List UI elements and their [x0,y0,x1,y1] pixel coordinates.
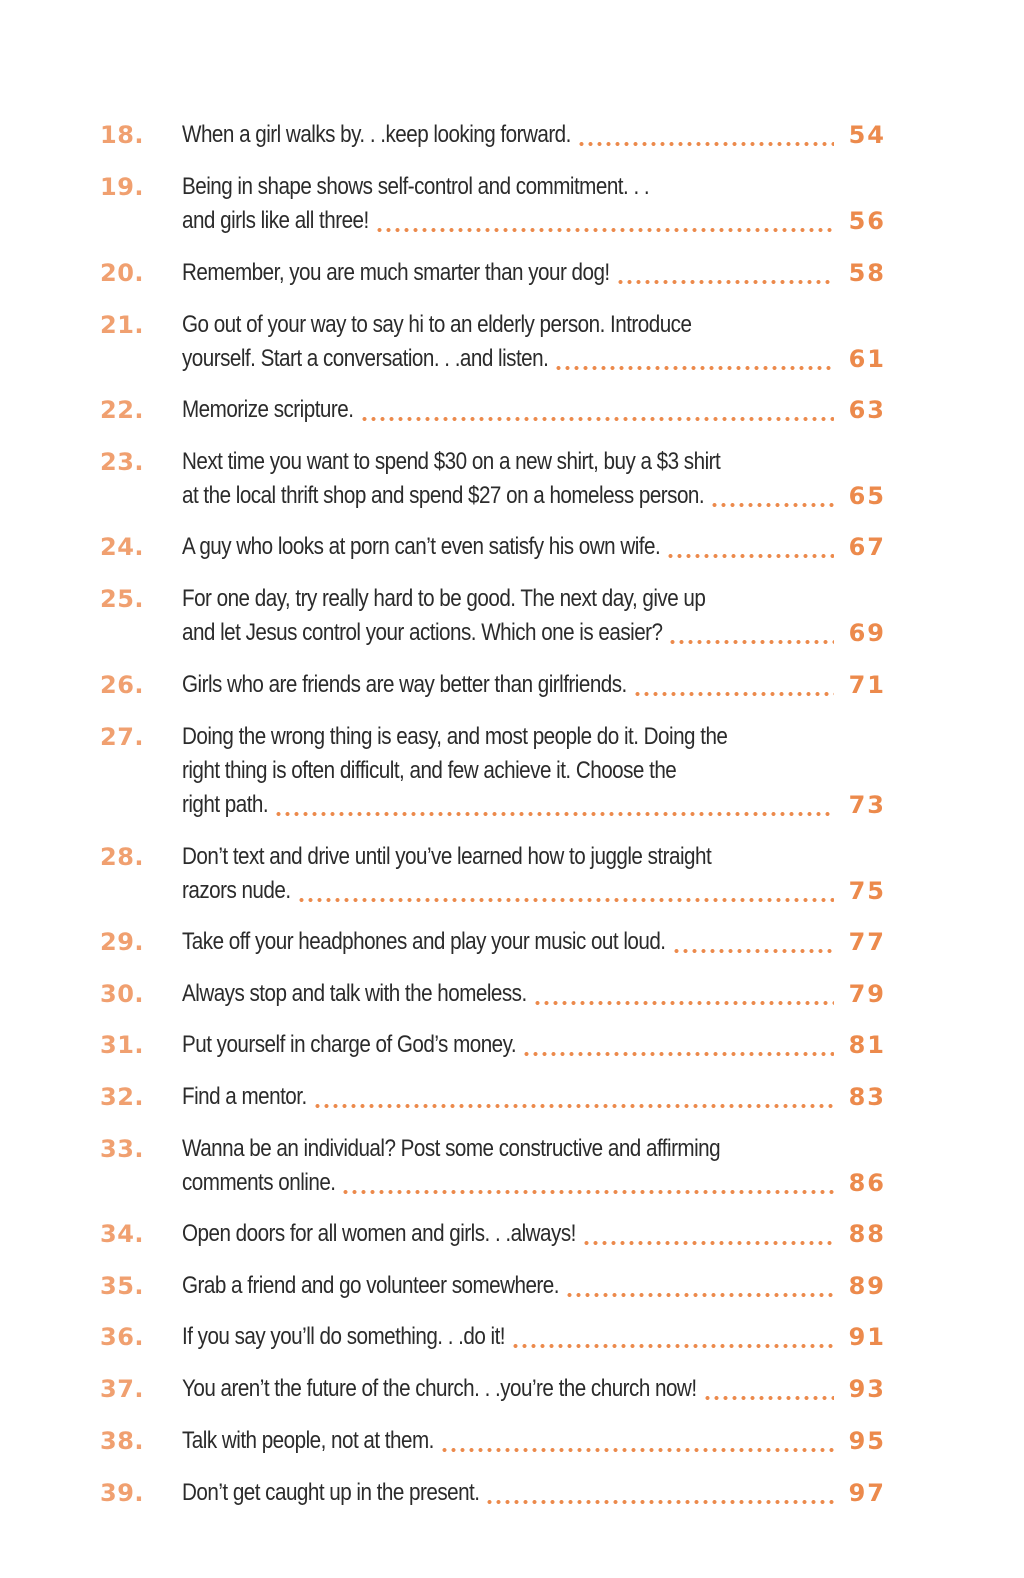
entry-number: 31. [100,1031,145,1059]
page-number: 81 [848,1031,886,1059]
dot-leader [710,479,834,513]
entry-text-line: Memorize scripture. [182,396,354,423]
page-number: 89 [848,1272,886,1300]
dot-leader [297,874,834,908]
toc-entry [100,1132,890,1200]
toc-entry [100,445,890,513]
entry-text-line: and girls like all three! [182,207,369,234]
dot-leader [582,1217,834,1251]
entry-last-line [182,1476,886,1510]
page-number: 69 [848,619,886,647]
page-number: 58 [848,259,886,287]
page-number: 71 [848,671,886,699]
dot-leader [533,977,834,1011]
entry-last-line [182,977,886,1011]
entry-text-line: comments online. [182,1169,336,1196]
entry-last-line [182,668,886,702]
dot-leader [375,204,834,238]
entry-number: 25. [100,585,145,613]
entry-number: 26. [100,671,145,699]
dot-leader [577,118,834,152]
page-number: 97 [848,1479,886,1507]
page-number: 79 [848,980,886,1008]
entry-number: 23. [100,448,145,476]
entry-last-line [182,1372,886,1406]
dot-leader [666,530,834,564]
entry-last-line [182,204,886,238]
entry-number: 33. [100,1135,145,1163]
page-number: 65 [848,482,886,510]
entry-last-line [182,256,886,290]
page-number: 73 [848,791,886,819]
toc-entry [100,1269,890,1303]
toc-entry [100,1028,890,1062]
entry-number: 35. [100,1272,145,1300]
toc-entry [100,1080,890,1114]
entry-last-line [182,1080,886,1114]
dot-leader [668,616,834,650]
entry-number: 20. [100,259,145,287]
entry-text-line: Doing the wrong thing is easy, and most people do it. Doing the [182,723,728,750]
entry-last-line [182,1166,886,1200]
entry-text-line: right thing is often difficult, and few achieve it. Choose the [182,757,677,784]
entry-number: 32. [100,1083,145,1111]
dot-leader [274,788,834,822]
toc-entry [100,530,890,564]
toc-entry [100,668,890,702]
entry-last-line [182,925,886,959]
toc-entry [100,118,890,152]
entry-text-line: When a girl walks by. . .keep looking forward. [182,121,571,148]
toc-entry [100,977,890,1011]
page-number: 54 [848,121,886,149]
entry-number: 36. [100,1323,145,1351]
page-number: 63 [848,396,886,424]
page-number: 93 [848,1375,886,1403]
entry-text-line: If you say you’ll do something. . .do it! [182,1323,506,1350]
dot-leader [522,1028,834,1062]
entry-text-line: Don’t text and drive until you’ve learned how to juggle straight [182,843,712,870]
entry-text-line: Find a mentor. [182,1083,307,1110]
entry-text-line: Next time you want to spend $30 on a new shirt, buy a $3 shirt [182,448,721,475]
entry-text-line: Open doors for all women and girls. . .always! [182,1220,576,1247]
entry-text-line: right path. [182,791,269,818]
dot-leader [341,1166,834,1200]
toc-entry [100,308,890,376]
entry-number: 22. [100,396,145,424]
entry-text-line: Always stop and talk with the homeless. [182,980,527,1007]
toc-entry [100,1372,890,1406]
entry-text-line: A guy who looks at porn can’t even satisfy his own wife. [182,533,661,560]
toc-entry [100,582,890,650]
toc-entry [100,720,890,822]
entry-text-line: Girls who are friends are way better than girlfriends. [182,671,627,698]
entry-text-line: For one day, try really hard to be good. The next day, give up [182,585,706,612]
dot-leader [360,393,834,427]
entry-text-line: Put yourself in charge of God’s money. [182,1031,517,1058]
entry-last-line [182,118,886,152]
entry-number: 24. [100,533,145,561]
entry-text-line: Remember, you are much smarter than your dog! [182,259,610,286]
dot-leader [565,1269,834,1303]
entry-text-line: Don’t get caught up in the present. [182,1479,480,1506]
page-number: 88 [848,1220,886,1248]
page-number: 83 [848,1083,886,1111]
entry-last-line [182,1320,886,1354]
page-number: 91 [848,1323,886,1351]
entry-number: 29. [100,928,145,956]
dot-leader [554,342,834,376]
toc-entry [100,170,890,238]
page-number: 86 [848,1169,886,1197]
dot-leader [485,1476,834,1510]
dot-leader [633,668,834,702]
entry-last-line [182,479,886,513]
entry-last-line [182,616,886,650]
entry-number: 19. [100,173,145,201]
entry-last-line [182,1269,886,1303]
entry-text-line: You aren’t the future of the church. . .you’re the church now! [182,1375,697,1402]
entry-text-line: yourself. Start a conversation. . .and listen. [182,345,549,372]
toc-entry [100,1320,890,1354]
page-number: 77 [848,928,886,956]
toc-entry [100,925,890,959]
entry-last-line [182,788,886,822]
entry-text-line: razors nude. [182,877,291,904]
entry-last-line [182,1217,886,1251]
page-number: 95 [848,1427,886,1455]
entry-number: 27. [100,723,145,751]
entry-number: 21. [100,311,145,339]
entry-number: 18. [100,121,145,149]
dot-leader [313,1080,834,1114]
toc-entry [100,1424,890,1458]
dot-leader [703,1372,834,1406]
entry-last-line [182,874,886,908]
entry-text-line: Wanna be an individual? Post some constructive and affirming [182,1135,721,1162]
entry-number: 37. [100,1375,145,1403]
entry-text-line: Talk with people, not at them. [182,1427,434,1454]
page-number: 67 [848,533,886,561]
entry-text-line: Take off your headphones and play your music out loud. [182,928,666,955]
toc-entry [100,840,890,908]
entry-number: 34. [100,1220,145,1248]
toc-entry [100,1217,890,1251]
entry-last-line [182,393,886,427]
entry-number: 30. [100,980,145,1008]
dot-leader [440,1424,834,1458]
dot-leader [616,256,834,290]
page-number: 61 [848,345,886,373]
entry-text-line: and let Jesus control your actions. Which one is easier? [182,619,663,646]
dot-leader [672,925,834,959]
entry-text-line: Grab a friend and go volunteer somewhere. [182,1272,559,1299]
entry-number: 28. [100,843,145,871]
page-number: 56 [848,207,886,235]
entry-last-line [182,342,886,376]
entry-last-line [182,1028,886,1062]
entry-text-line: at the local thrift shop and spend $27 on a homeless person. [182,482,705,509]
entry-last-line [182,530,886,564]
entry-last-line [182,1424,886,1458]
entry-number: 38. [100,1427,145,1455]
entry-number: 39. [100,1479,145,1507]
toc-entry [100,393,890,427]
toc-entry [100,1476,890,1510]
entry-text-line: Being in shape shows self-control and commitment. . . [182,173,650,200]
toc-entry [100,256,890,290]
page-number: 75 [848,877,886,905]
dot-leader [511,1320,834,1354]
entry-text-line: Go out of your way to say hi to an elderly person. Introduce [182,311,692,338]
